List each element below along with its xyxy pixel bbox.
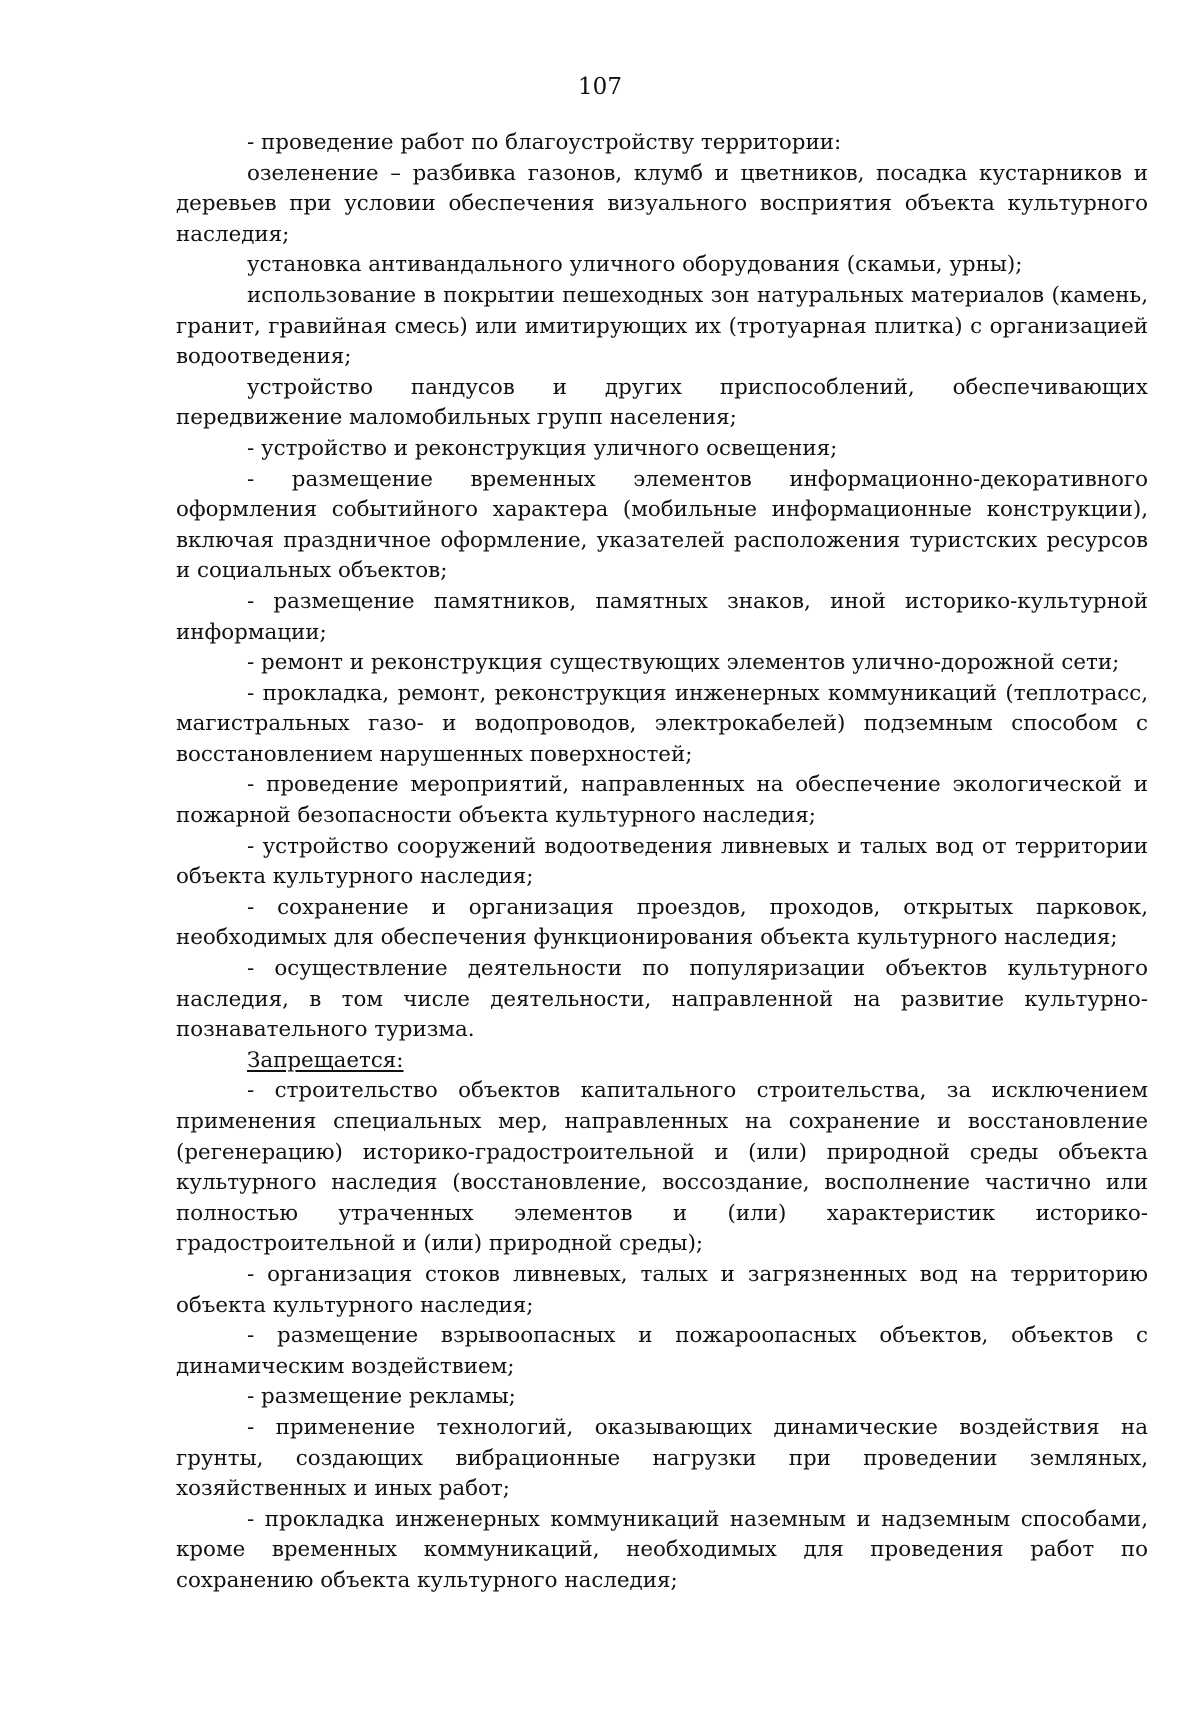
paragraph: установка антивандального уличного оборудования (скамьи, урны); bbox=[247, 252, 1023, 278]
paragraph: - проведение мероприятий, направленных на обеспечение экологической и пожарной безопасности объекта культурного наследия; bbox=[176, 772, 1148, 829]
paragraph: - устройство сооружений водоотведения ливневых и талых вод от территории объекта культурного наследия; bbox=[176, 833, 1148, 890]
paragraph: - организация стоков ливневых, талых и загрязненных вод на территорию объекта культурного наследия; bbox=[176, 1261, 1148, 1318]
section-heading bbox=[176, 1046, 1148, 1077]
paragraph: - прокладка, ремонт, реконструкция инженерных коммуникаций (теплотрасс, магистральных газо- и водопроводов, электрокабелей) подземным способом с восстановлением нарушенных поверхностей; bbox=[176, 680, 1148, 767]
paragraph: - размещение памятников, памятных знаков, иной историко-культурной информации; bbox=[176, 588, 1148, 645]
paragraph: - проведение работ по благоустройству территории: bbox=[247, 130, 842, 155]
paragraph: озеленение – разбивка газонов, клумб и цветников, посадка кустарников и деревьев при условии обеспечения визуального восприятия объекта культурного наследия; bbox=[176, 160, 1148, 247]
paragraph: - устройство и реконструкция уличного освещения; bbox=[247, 435, 838, 461]
page-number: 107 bbox=[578, 74, 622, 100]
paragraph: использование в покрытии пешеходных зон натуральных материалов (камень, гранит, гравийная смесь) или имитирующих их (тротуарная плитка) с организацией водоотведения; bbox=[176, 282, 1148, 370]
paragraph: - сохранение и организация проездов, проходов, открытых парковок, необходимых для обеспечения функционирования объекта культурного наследия; bbox=[176, 894, 1148, 951]
paragraph: - осуществление деятельности по популяризации объектов культурного наследия, в том числе деятельности, направленной на развитие культурно-познавательного туризма. bbox=[176, 956, 1148, 1043]
paragraph: - размещение взрывоопасных и пожароопасных объектов, объектов с динамическим воздействием; bbox=[176, 1323, 1148, 1379]
paragraph: - размещение временных элементов информационно-декоративного оформления событийного характера (мобильные информационные конструкции), включая праздничное оформление, указателей расположения туристских ресурсов и социальных объектов; bbox=[176, 466, 1148, 584]
paragraph: - строительство объектов капитального строительства, за исключением применения специальных мер, направленных на сохранение и восстановление (регенерацию) историко-градостроительной и (или) природной среды объекта культурного наследия (восстановление, воссоздание, восполнение частично или полностью утраченных элементов и (или) характеристик историко-градостроительной и (или) природной среды); bbox=[176, 1078, 1148, 1257]
document-body bbox=[176, 128, 1148, 1597]
paragraph: - размещение рекламы; bbox=[247, 1384, 516, 1410]
section-heading-text: Запрещается: bbox=[247, 1047, 404, 1073]
paragraph: - ремонт и реконструкция существующих элементов улично-дорожной сети; bbox=[247, 650, 1120, 676]
paragraph: устройство пандусов и других приспособлений, обеспечивающих передвижение маломобильных групп населения; bbox=[176, 374, 1148, 431]
paragraph: - применение технологий, оказывающих динамические воздействия на грунты, создающих вибрационные нагрузки при проведении земляных, хозяйственных и иных работ; bbox=[176, 1414, 1148, 1502]
paragraph: - прокладка инженерных коммуникаций наземным и надземным способами, кроме временных коммуникаций, необходимых для проведения работ по сохранению объекта культурного наследия; bbox=[176, 1506, 1148, 1593]
